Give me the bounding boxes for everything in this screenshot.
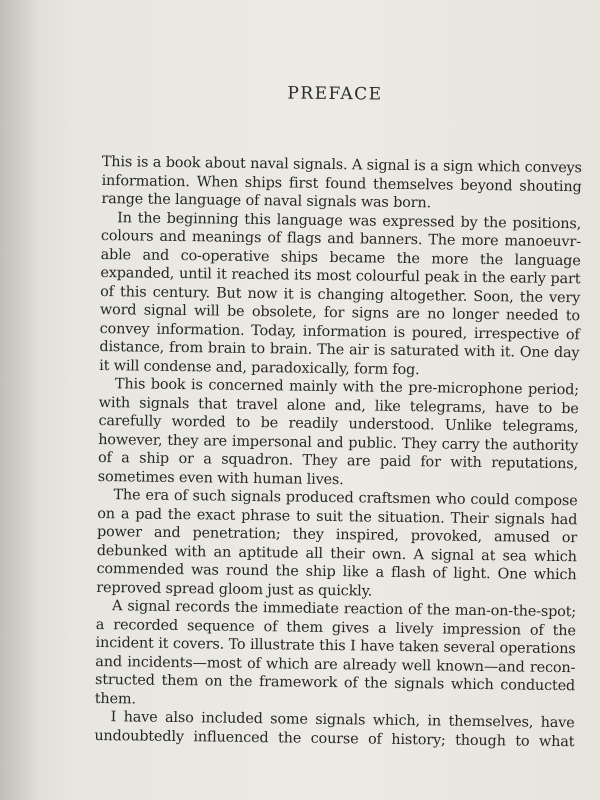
text-line: able and co-operative ships became the more the language [100,246,581,269]
text-line: This is a book about naval signals. A signal is a sign which conveys [101,153,582,177]
text-line: debunked with an aptitude all their own. A signal at sea which [96,542,577,565]
text-line: incident it covers. To illustrate this I have taken several operations [95,634,576,658]
text-line: of a ship or a squadron. They are paid for with reputations, [97,449,579,473]
text-line: This book is concerned mainly with the pre-microphone period; [114,376,580,399]
text-line: with signals that travel alone and, like telegrams, have to be [98,394,579,417]
text-line: distance, from brain to brain. The air is saturated with it. One day [99,338,580,362]
page-gutter-shadow [0,0,40,800]
text-line: colours and meanings of flags and banners. The more manoeuvr- [100,227,581,251]
text-line: on a pad the exact phrase to suit the situation. Their signals had [97,505,578,528]
text-line: In the beginning this language was expressed by the positions, [117,209,582,232]
text-line: A signal records the immediate reaction of the man-on-the-spot; [111,598,577,621]
text-line: The era of such signals produced craftsmen who could compose [113,487,578,510]
text-line: expanded, until it reached its most colourful peak in the early part [100,264,581,288]
text-line: them. [94,690,137,707]
text-line: it will condense and, paradoxically, form fog. [99,357,420,378]
text-line: power and penetration; they inspired, provoked, amused or [96,523,578,547]
text-line: convey information. Today, information is poured, irrespective of [99,320,580,343]
text-line: undoubtedly influenced the course of history; though to what [94,727,575,750]
preface-body [94,153,582,751]
page-title: PREFACE [287,83,383,105]
text-line: however, they are impersonal and public. They carry the authority [98,431,579,454]
text-line: information. When ships first found themselves beyond shouting [101,172,582,195]
text-line: a recorded sequence of them gives a lively impression of the [95,616,576,639]
text-line: range the language of naval signals was born. [101,190,432,212]
text-line: word signal will be obsolete, for signs are no longer needed to [99,301,581,325]
text-line: of this century. But now it is changing altogether. Soon, the very [100,283,581,306]
text-line: structed them on the framework of the signals which conducted [94,671,576,695]
text-line: and incidents—most of which are already well known—and recon- [95,653,576,676]
text-line: reproved spread gloom just as quickly. [96,579,373,600]
text-line: sometimes even with human lives. [97,468,344,488]
text-line: I have also included some signals which, in themselves, have [110,709,575,732]
text-line: commended was round the ship like a flash of light. One which [96,560,577,584]
text-line: carefully worded to be readily understood. Unlike telegrams, [98,412,579,436]
